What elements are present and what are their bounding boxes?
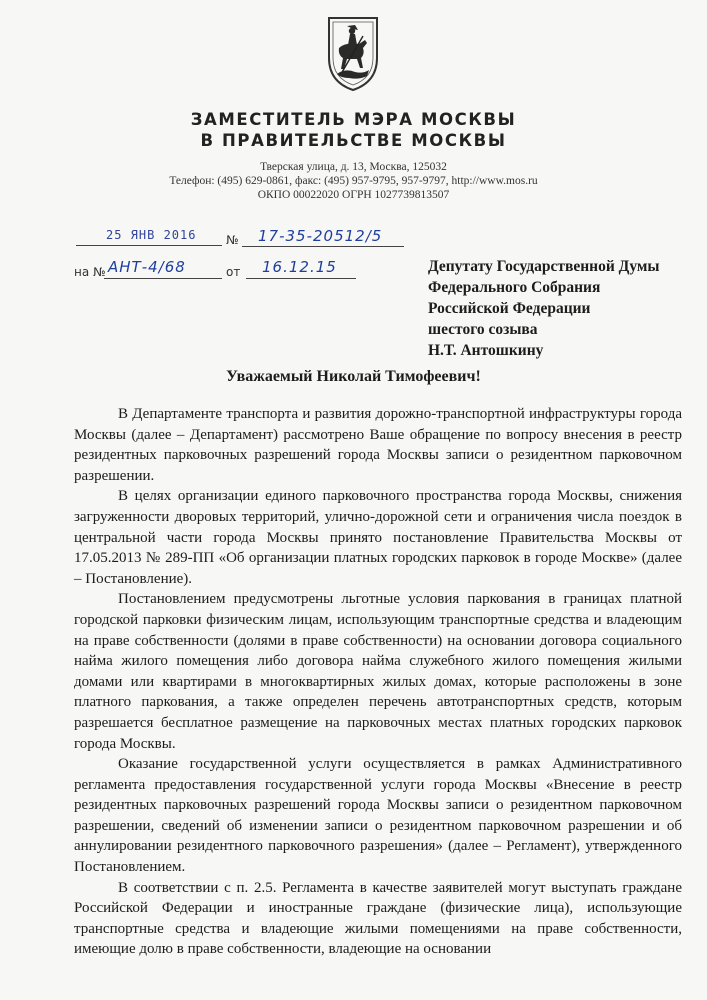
body-paragraph: В Департаменте транспорта и развития дорожно-транспортной инфраструктуры города Москвы (далее – Департамент) рассмотрено Ваше обращение по вопросу внесения в реестр резидентных парковочных разрешений города Москвы записи о резидентном парковочном разрешении.	[74, 406, 682, 484]
moscow-coat-of-arms-icon	[325, 12, 381, 92]
body-paragraph: Постановлением предусмотрены льготные условия паркования в границах платной городской парковки физическим лицам, использующим транспортные средства и владеющим на праве собственности (долями в праве собственности) на основании договора социального найма жилого помещения либо договора найма служебного жилого помещения жилыми домами или квартирами в многоквартирных жилых домах, которые расположены в зоне платного паркования, а также определен перечень автотранспортных средств, которым разрешается бесплатное размещение на парковочных местах платных городских парковок города Москвы.	[74, 591, 682, 752]
reference-date-label: от	[226, 265, 241, 279]
recipient-line: Депутату Государственной Думы	[428, 258, 660, 275]
recipient-line: шестого созыва	[428, 321, 538, 338]
letter-body	[74, 404, 682, 960]
registration-number-underline	[242, 246, 404, 247]
recipient-block	[428, 256, 660, 361]
registration-date-underline	[76, 245, 222, 246]
reference-date: 16.12.15	[262, 258, 337, 276]
reference-number-label: на №	[74, 265, 106, 279]
recipient-name: Н.Т. Антошкину	[428, 342, 544, 359]
registration-number-label: №	[226, 233, 239, 247]
recipient-line: Российской Федерации	[428, 300, 591, 317]
reference-date-underline	[246, 278, 356, 279]
registration-date-stamp: 25 ЯНВ 2016	[106, 228, 197, 242]
organization-address: Тверская улица, д. 13, Москва, 125032	[260, 161, 447, 173]
reference-number-underline	[104, 278, 222, 279]
body-paragraph: В целях организации единого парковочного пространства города Москвы, снижения загруженности дворовых территорий, улично-дорожной сети и ограничения числа поездок в центральной части города Москвы принято постановление Правительства Москвы от 17.05.2013 № 289-ПП «Об организации платных городских парковок в городе Москве» (далее – Постановление).	[74, 488, 682, 587]
reference-number: АНТ-4/68	[108, 258, 186, 276]
body-paragraph: В соответствии с п. 2.5. Регламента в качестве заявителей могут выступать граждане Российской Федерации и иностранные граждане (физические лица), использующие транспортные средства и владеющие жилыми помещениями на праве собственности, имеющие долю в праве собственности, владеющие на основании	[74, 879, 682, 958]
organization-contacts: Телефон: (495) 629-0861, факс: (495) 957-9795, 957-9797, http://www.mos.ru	[169, 175, 538, 187]
organization-title-line1: ЗАМЕСТИТЕЛЬ МЭРА МОСКВЫ	[190, 110, 517, 129]
recipient-line: Федерального Собрания	[428, 279, 601, 296]
greeting: Уважаемый Николай Тимофеевич!	[226, 368, 481, 385]
registration-number: 17-35-20512/5	[258, 227, 383, 245]
organization-codes: ОКПО 00022020 ОГРН 1027739813507	[257, 189, 450, 201]
organization-title-line2: В ПРАВИТЕЛЬСТВЕ МОСКВЫ	[200, 131, 507, 150]
body-paragraph: Оказание государственной услуги осуществляется в рамках Административного регламента предоставления государственной услуги города Москвы «Внесение в реестр резидентных парковочных разрешений города Москвы записи о резидентном парковочном разрешении, сведений об изменении записи о резидентном парковочном разрешении и об аннулировании резидентного парковочного разрешения» (далее – Регламент), утвержденного Постановлением.	[74, 756, 682, 876]
